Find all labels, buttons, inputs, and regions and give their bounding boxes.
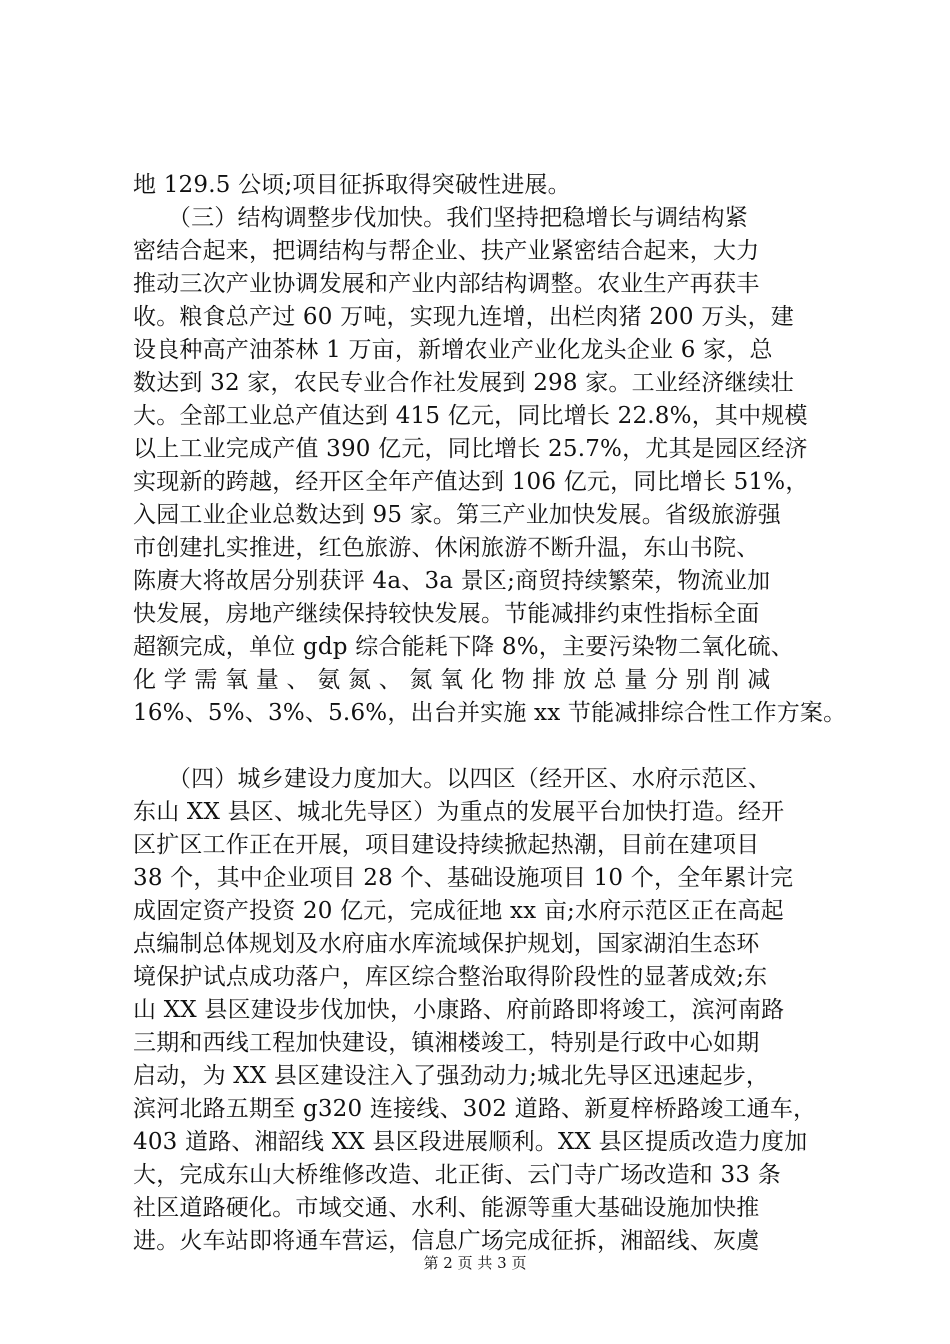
blank-line: [133, 729, 833, 763]
text-line: 东山 XX 县区、城北先导区）为重点的发展平台加快打造。经开: [133, 799, 785, 825]
text-line: 大。全部工业总产值达到 415 亿元，同比增长 22.8%，其中规模: [133, 403, 808, 429]
text-line: 快发展，房地产继续保持较快发展。节能减排约束性指标全面: [133, 601, 760, 627]
text-line: 区扩区工作正在开展，项目建设持续掀起热潮，目前在建项目: [133, 832, 760, 858]
page-footer: 第 2 页 共 3 页: [423, 1254, 527, 1272]
text-line: 403 道路、湘韶线 XX 县区段进展顺利。XX 县区提质改造力度加: [133, 1129, 808, 1155]
text-line: 数达到 32 家，农民专业合作社发展到 298 家。工业经济继续壮: [133, 370, 795, 396]
text-line: 入园工业企业总数达到 95 家。第三产业加快发展。省级旅游强: [133, 502, 781, 528]
text-line: 社区道路硬化。市域交通、水利、能源等重大基础设施加快推: [133, 1195, 760, 1221]
text-line: （三）结构调整步伐加快。我们坚持把稳增长与调结构紧: [133, 205, 748, 231]
text-line: 超额完成，单位 gdp 综合能耗下降 8%，主要污染物二氧化硫、: [133, 634, 794, 660]
text-line: 以上工业完成产值 390 亿元，同比增长 25.7%，尤其是园区经济: [133, 436, 808, 462]
text-line: （四）城乡建设力度加大。以四区（经开区、水府示范区、: [133, 766, 772, 792]
text-line: 实现新的跨越，经开区全年产值达到 106 亿元，同比增长 51%，: [133, 469, 809, 495]
text-line: 三期和西线工程加快建设，镇湘楼竣工，特别是行政中心如期: [133, 1030, 760, 1056]
text-line: 大，完成东山大桥维修改造、北正街、云门寺广场改造和 33 条: [133, 1162, 781, 1188]
text-line: 38 个，其中企业项目 28 个、基础设施项目 10 个，全年累计完: [133, 865, 794, 891]
text-line: 地 129.5 公顷;项目征拆取得突破性进展。: [133, 172, 571, 198]
text-line: 境保护试点成功落户，库区综合整治取得阶段性的显著成效;东: [133, 964, 768, 990]
text-line: 进。火车站即将通车营运，信息广场完成征拆，湘韶线、灰虞: [133, 1228, 760, 1254]
text-line: 设良种高产油茶林 1 万亩，新增农业产业化龙头企业 6 家，总: [133, 337, 773, 363]
text-line: 陈赓大将故居分别获评 4a、3a 景区;商贸持续繁荣，物流业加: [133, 568, 771, 594]
text-line: 密结合起来，把调结构与帮企业、扶产业紧密结合起来，大力: [133, 238, 760, 264]
text-line: 成固定资产投资 20 亿元，完成征地 xx 亩;水府示范区正在高起: [133, 898, 784, 924]
text-line: 推动三次产业协调发展和产业内部结构调整。农业生产再获丰: [133, 271, 760, 297]
text-line: 点编制总体规划及水府庙水库流域保护规划，国家湖泊生态环: [133, 931, 760, 957]
text-line: 化 学 需 氧 量 、 氨 氮 、 氮 氧 化 物 排 放 总 量 分 别 削 减: [133, 667, 771, 693]
text-line: 启动，为 XX 县区建设注入了强劲动力;城北先导区迅速起步，: [133, 1063, 770, 1089]
text-line: 市创建扎实推进，红色旅游、休闲旅游不断升温，东山书院、: [133, 535, 760, 561]
text-line: 收。粮食总产过 60 万吨，实现九连增，出栏肉猪 200 万头，建: [133, 304, 795, 330]
text-line: 滨河北路五期至 g320 连接线、302 道路、新夏梓桥路竣工通车，: [133, 1096, 817, 1122]
text-line: 16%、5%、3%、5.6%，出台并实施 xx 节能减排综合性工作方案。: [133, 700, 847, 726]
text-line: 山 XX 县区建设步伐加快，小康路、府前路即将竣工，滨河南路: [133, 997, 785, 1023]
